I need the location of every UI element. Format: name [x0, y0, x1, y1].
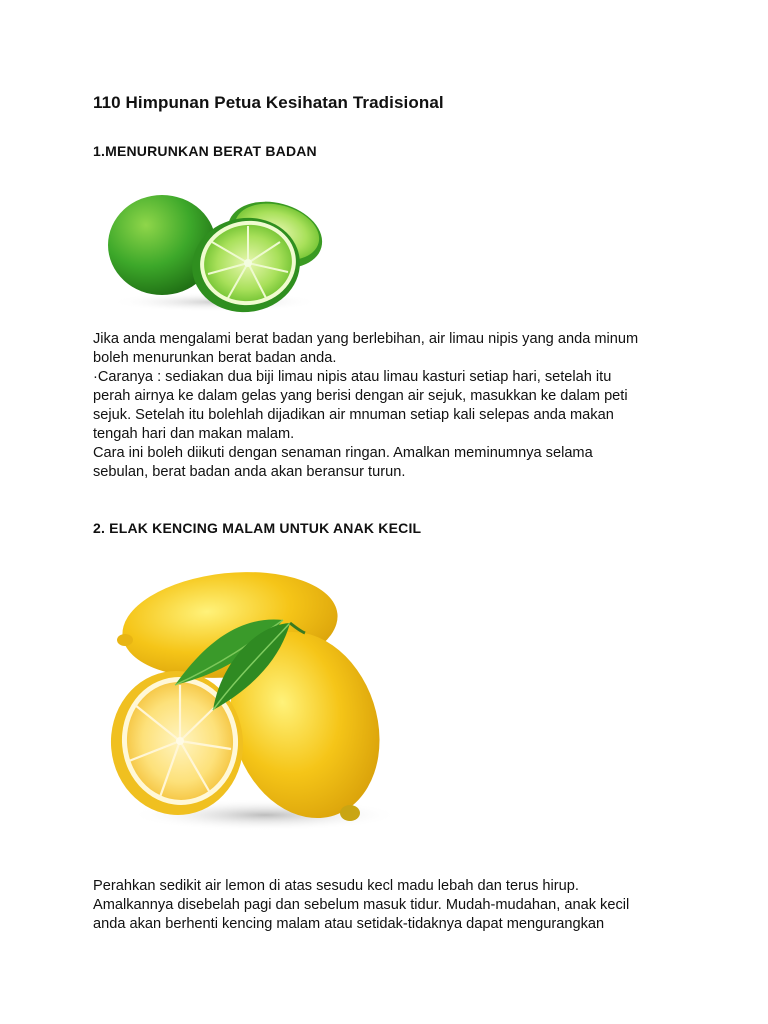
body-line: Jika anda mengalami berat badan yang berlebihan, air limau nipis yang anda minum: [93, 331, 639, 347]
body-line: ·Caranya : sediakan dua biji limau nipis atau limau kasturi setiap hari, setelah itu: [93, 369, 612, 385]
body-line: perah airnya ke dalam gelas yang berisi dengan air sejuk, masukkan ke dalam peti: [93, 388, 628, 404]
body-line: sejuk. Setelah itu bolehlah dijadikan air mnuman setiap kali selepas anda makan: [93, 407, 614, 423]
section-2-body: [93, 877, 693, 934]
lemon-image: [105, 565, 405, 835]
body-line: Perahkan sedikit air lemon di atas sesudu kecl madu lebah dan terus hirup.: [93, 878, 579, 894]
lime-image: [100, 190, 330, 315]
body-line: boleh menurunkan berat badan anda.: [93, 350, 337, 366]
body-line: Amalkannya disebelah pagi dan sebelum masuk tidur. Mudah-mudahan, anak kecil: [93, 897, 630, 913]
document-title: 110 Himpunan Petua Kesihatan Tradisional: [93, 93, 444, 112]
body-line: tengah hari dan makan malam.: [93, 426, 295, 442]
section-heading-1: 1.MENURUNKAN BERAT BADAN: [93, 143, 317, 159]
body-line: Cara ini boleh diikuti dengan senaman ringan. Amalkan meminumnya selama: [93, 445, 593, 461]
section-1-body: [93, 330, 693, 482]
body-line: anda akan berhenti kencing malam atau setidak-tidaknya dapat mengurangkan: [93, 916, 605, 932]
body-line: sebulan, berat badan anda akan beransur turun.: [93, 464, 406, 480]
section-heading-2: 2. ELAK KENCING MALAM UNTUK ANAK KECIL: [93, 520, 422, 536]
